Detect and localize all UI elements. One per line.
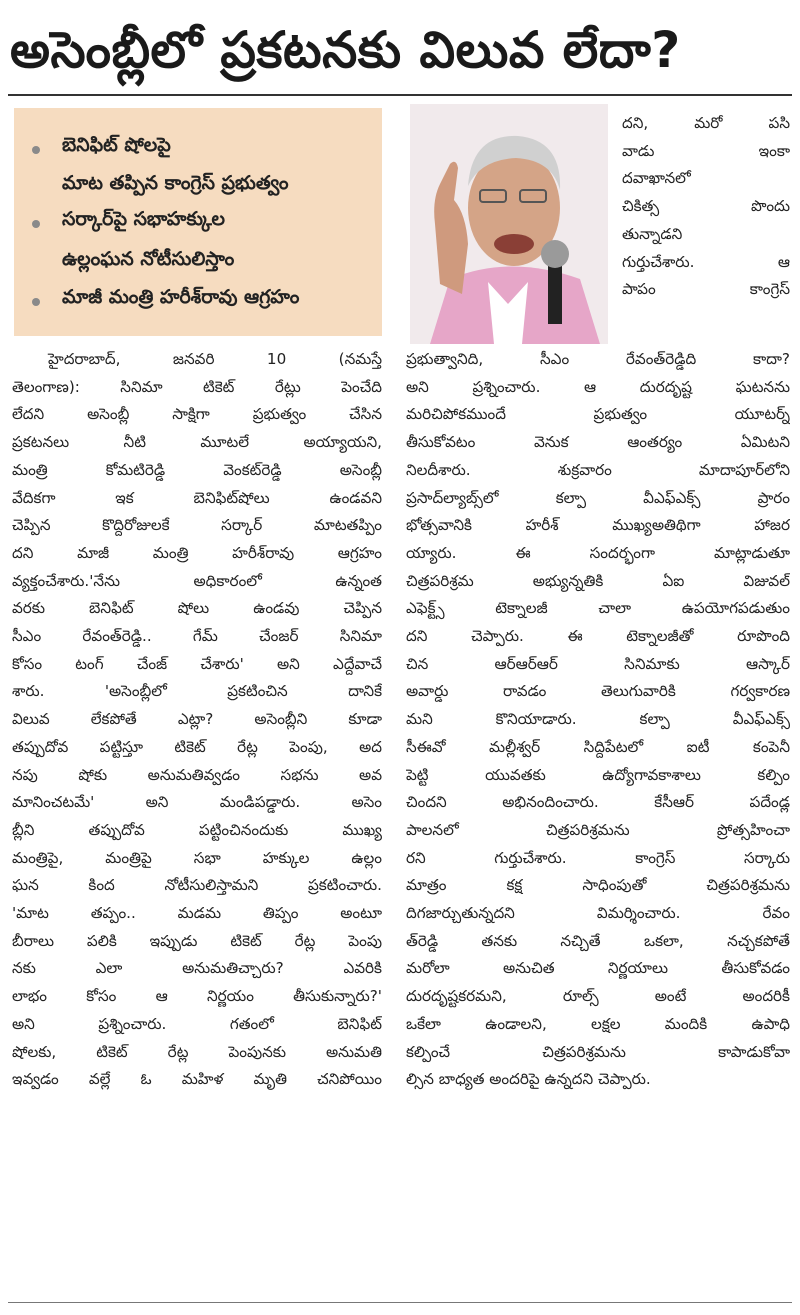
headline: అసెంబ్లీలో ప్రకటనకు విలువ లేదా? xyxy=(10,21,681,79)
text-line: నిలదీశారు. శుక్రవారం మాదాపూర్‌లోని xyxy=(406,460,790,479)
text-line: బ్లీని తప్పుదోవ పట్టించినందుకు ముఖ్య xyxy=(12,820,382,839)
bottom-rule xyxy=(8,1302,792,1303)
text-line: చికిత్స పొందు xyxy=(622,197,790,216)
text-line: దిగజార్చుతున్నదని విమర్శించారు. రేవం xyxy=(406,904,790,923)
text-line: సీఈవో మల్లీశ్వర్ సిద్దిపేటలో ఐటీ కంపెనీ xyxy=(406,737,790,756)
text-line: నకు ఎలా అనుమతిచ్చారు? ఎవరికి xyxy=(12,959,382,978)
text-line: వేదికగా ఇక బెనిఫిట్‌షోలు ఉండవని xyxy=(12,488,382,507)
right-top-column xyxy=(622,110,790,304)
text-line: లేదని అసెంబ్లీ సాక్షిగా ప్రభుత్వం చేసిన xyxy=(12,405,382,424)
text-line: వ్యక్తంచేశారు.'నేను అధికారంలో ఉన్నంత xyxy=(12,571,382,590)
text-line: దని, మరో పసి xyxy=(622,114,790,132)
portrait-illustration xyxy=(410,104,608,344)
headline-rule xyxy=(8,94,792,96)
text-line: దురదృష్టకరమని, రూల్స్ అంటే అందరికీ xyxy=(406,987,790,1006)
text-line: మని కొనియాడారు. కల్పా వీఎఫ్‌ఎక్స్ xyxy=(406,710,790,729)
text-line: దని మాజీ మంత్రి హరీశ్‌రావు ఆగ్రహం xyxy=(12,543,382,562)
text-line: చిత్రపరిశ్రమ అభ్యున్నతికి ఏఐ విజువల్ xyxy=(406,571,790,590)
text-line: షోలకు, టికెట్ రేట్ల పెంపునకు అనుమతి xyxy=(12,1042,382,1061)
text-line: నపు షోకు అనుమతివ్వడం సభను అవ xyxy=(12,765,382,784)
text-line: కోసం టంగ్ చేంజ్ చేశారు' అని ఎద్దేవాచే xyxy=(12,654,382,673)
text-line: హైదరాబాద్, జనవరి 10 (నమస్తే xyxy=(48,350,382,368)
text-line: బీరాలు పలికి ఇప్పుడు టికెట్ రేట్ల పెంపు xyxy=(12,931,382,950)
highlights-box: బెనిఫిట్ షోలపై మాట తప్పిన కాంగ్రెస్ ప్రభుత్వం సర్కార్‌పై సభాహక్కుల ఉల్లంఘన నోటీసులిస్తాం మాజీ మంత్రి హరీశ్‌రావు ఆగ్రహం xyxy=(14,108,382,336)
text-line: వాడు ఇంకా xyxy=(622,141,790,160)
text-line: రని గుర్తుచేశారు. కాంగ్రెస్ సర్కారు xyxy=(406,848,790,867)
text-line: మంత్రి కోమటిరెడ్డి వెంకట్‌రెడ్డి అసెంబ్లీ xyxy=(12,460,382,479)
text-line: పాపం కాంగ్రెస్ xyxy=(622,280,790,299)
text-line: కల్పించే చిత్రపరిశ్రమను కాపాడుకోవా xyxy=(406,1042,790,1061)
text-line: సీఎం రేవంత్‌రెడ్డి.. గేమ్ చేంజర్ సినిమా xyxy=(12,627,382,646)
text-line: ఇవ్వడం వల్లే ఓ మహిళ మృతి చనిపోయిం xyxy=(12,1070,382,1089)
text-line: దని చెప్పారు. ఈ టెక్నాలజీతో రూపొంది xyxy=(406,627,790,646)
text-line: దవాఖానలో xyxy=(622,169,691,188)
text-line: అని ప్రశ్నించారు. ఆ దురదృష్ట ఘటనను xyxy=(406,377,790,396)
text-line: వరకు బెనిఫిట్ షోలు ఉండవు చెప్పిన xyxy=(12,599,382,618)
right-column xyxy=(406,346,790,1094)
text-line: చిన ఆర్‌ఆర్‌ఆర్ సినిమాకు ఆస్కార్ xyxy=(406,654,790,673)
text-line: ఒకేలా ఉండాలని, లక్షల మందికి ఉపాధి xyxy=(406,1014,790,1033)
text-line: అని ప్రశ్నించారు. గతంలో బెనిఫిట్ xyxy=(12,1014,382,1033)
text-line: పెట్టి యువతకు ఉద్యోగావకాశాలు కల్పిం xyxy=(406,765,790,784)
bullet-icon xyxy=(32,146,40,154)
text-line: ప్రసాద్‌ల్యాబ్స్‌లో కల్పా వీఎఫ్‌ఎక్స్ ప్రారం xyxy=(406,488,790,507)
text-line: తప్పుదోవ పట్టిస్తూ టికెట్ రేట్ల పెంపు, అద xyxy=(12,737,382,756)
text-line: మరోలా అనుచిత నిర్ణయాలు తీసుకోవడం xyxy=(406,959,790,978)
text-line: విలువ లేకపోతే ఎట్లా? అసెంబ్లీని కూడా xyxy=(12,710,382,729)
text-line: ల్సిన బాధ్యత అందరిపై ఉన్నదని చెప్పారు. xyxy=(406,1070,651,1089)
text-line: త్‌రెడ్డి తనకు నచ్చితే ఒకలా, నచ్చకపోతే xyxy=(406,931,790,950)
text-line: తున్నాడని xyxy=(622,224,683,243)
bullet-icon xyxy=(32,298,40,306)
text-line: మానించటమే' అని మండిపడ్డారు. అసెం xyxy=(12,793,382,812)
text-line: ప్రభుత్వానిది, సీఎం రేవంత్‌రెడ్డిది కాదా? xyxy=(406,350,790,368)
text-line: య్యారు. ఈ సందర్భంగా మాట్లాడుతూ xyxy=(406,543,790,562)
text-line: లాభం కోసం ఆ నిర్ణయం తీసుకున్నారు?' xyxy=(12,987,382,1006)
bullet-icon xyxy=(32,220,40,228)
left-column xyxy=(12,346,382,1094)
text-line: చెప్పిన కొద్దిరోజులకే సర్కార్ మాటతప్పిం xyxy=(12,516,382,535)
person-speaking-photo xyxy=(410,104,608,344)
text-line: భోత్సవానికి హరీశ్ ముఖ్యఅతిథిగా హాజర xyxy=(406,516,790,535)
text-line: 'మాట తప్పం.. మడమ తిప్పం అంటూ xyxy=(12,904,382,923)
text-line: మంత్రిపై, మంత్రిపై సభా హక్కుల ఉల్లం xyxy=(12,848,382,867)
text-line: చిందని అభినందించారు. కేసీఆర్ పదేండ్ల xyxy=(406,793,790,812)
text-line: తీసుకోవటం వెనుక ఆంతర్యం ఏమిటని xyxy=(406,433,790,452)
text-line: మాత్రం కక్ష సాధింపుతో చిత్రపరిశ్రమను xyxy=(406,876,790,895)
text-line: తెలంగాణ): సినిమా టికెట్ రేట్లు పెంచేది xyxy=(12,377,382,396)
text-line: ఘన కింద నోటీసులిస్తామని ప్రకటించారు. xyxy=(12,876,382,895)
text-line: అవార్డు రావడం తెలుగువారికి గర్వకారణ xyxy=(406,682,790,701)
text-line: ఎఫెక్ట్స్ టెక్నాలజీ చాలా ఉపయోగపడుతుం xyxy=(406,599,790,618)
text-line: శారు. 'అసెంబ్లీలో ప్రకటించిన దానికే xyxy=(12,682,382,701)
text-line: ప్రకటనలు నీటి మూటలే అయ్యాయని, xyxy=(12,433,382,452)
text-line: పాలనలో చిత్రపరిశ్రమను ప్రోత్సహించా xyxy=(406,820,790,839)
text-line: గుర్తుచేశారు. ఆ xyxy=(622,252,790,271)
text-line: మరిచిపోకముందే ప్రభుత్వం యూటర్న్ xyxy=(406,405,790,424)
